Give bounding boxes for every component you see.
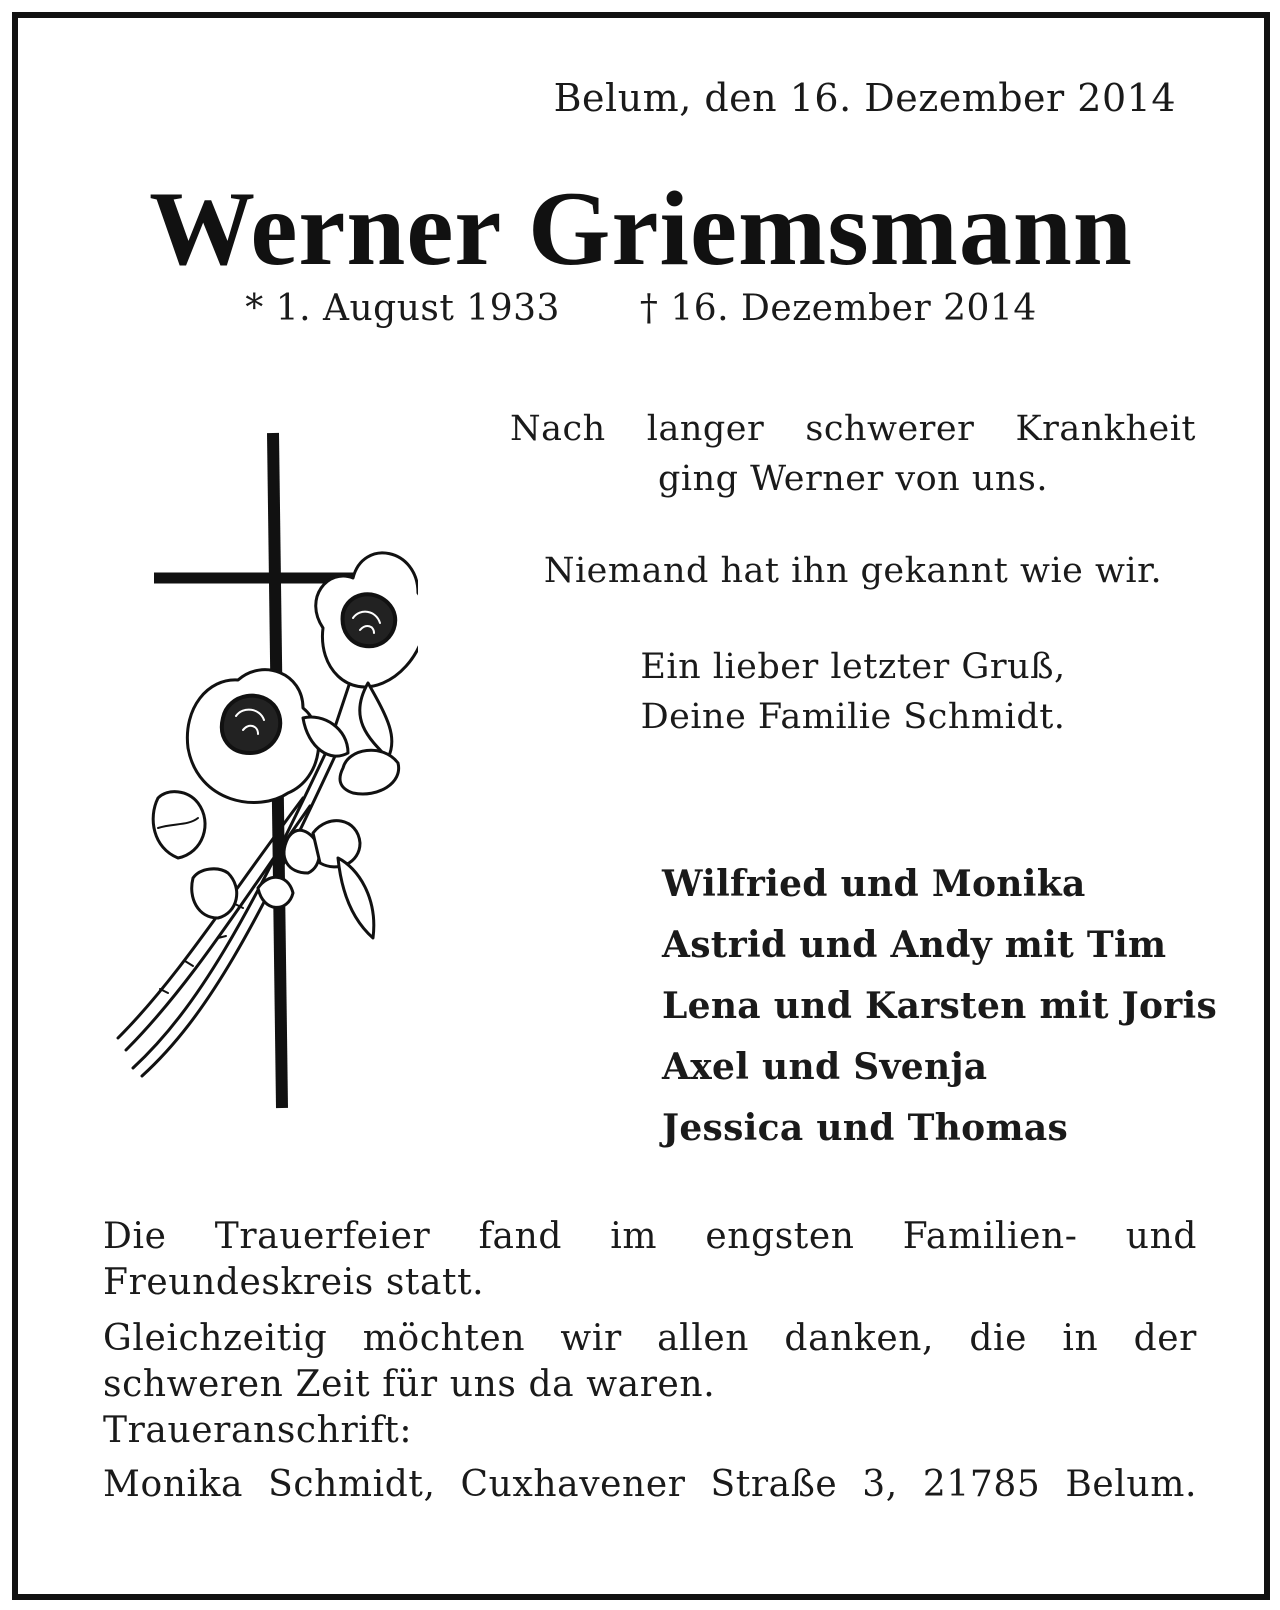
family-member: Lena und Karsten mit Joris bbox=[662, 985, 1218, 1027]
death-date: † 16. Dezember 2014 bbox=[639, 288, 1037, 329]
nobody-knew-him-paragraph: Niemand hat ihn gekannt wie wir. bbox=[543, 551, 1163, 591]
deceased-name: Werner Griemsmann bbox=[149, 170, 1133, 287]
greeting-line-2: Deine Familie Schmidt. bbox=[640, 697, 1066, 737]
obituary-notice bbox=[12, 12, 1270, 1600]
family-member: Axel und Svenja bbox=[662, 1046, 988, 1088]
family-member: Jessica und Thomas bbox=[662, 1107, 1069, 1149]
illness-line-2: ging Werner von uns. bbox=[657, 459, 1049, 499]
birth-date: * 1. August 1933 bbox=[245, 288, 560, 329]
life-dates bbox=[18, 288, 1264, 329]
greeting-paragraph bbox=[510, 642, 1196, 742]
thanks-text: Gleichzeitig möchten wir allen danken, die in der schweren Zeit für uns da waren. bbox=[103, 1318, 1197, 1405]
illness-paragraph bbox=[510, 404, 1196, 504]
family-member: Astrid und Andy mit Tim bbox=[662, 924, 1167, 966]
address-label: Traueranschrift: bbox=[103, 1410, 413, 1451]
address-text: Monika Schmidt, Cuxhavener Straße 3, 21785 Belum. bbox=[103, 1464, 1197, 1505]
place-date: Belum, den 16. Dezember 2014 bbox=[553, 76, 1176, 120]
greeting-line-1: Ein lieber letzter Gruß, bbox=[640, 647, 1066, 687]
illness-text: Nach langer schwerer Krankheit bbox=[510, 409, 1196, 449]
family-list bbox=[662, 854, 1217, 1159]
funeral-text: Die Trauerfeier fand im engsten Familien- und Freundeskreis statt. bbox=[103, 1216, 1197, 1303]
funeral-information bbox=[103, 1214, 1197, 1508]
family-member: Wilfried und Monika bbox=[662, 863, 1086, 905]
cross-with-roses-icon bbox=[98, 418, 418, 1118]
illness-line-1 bbox=[510, 404, 1196, 454]
